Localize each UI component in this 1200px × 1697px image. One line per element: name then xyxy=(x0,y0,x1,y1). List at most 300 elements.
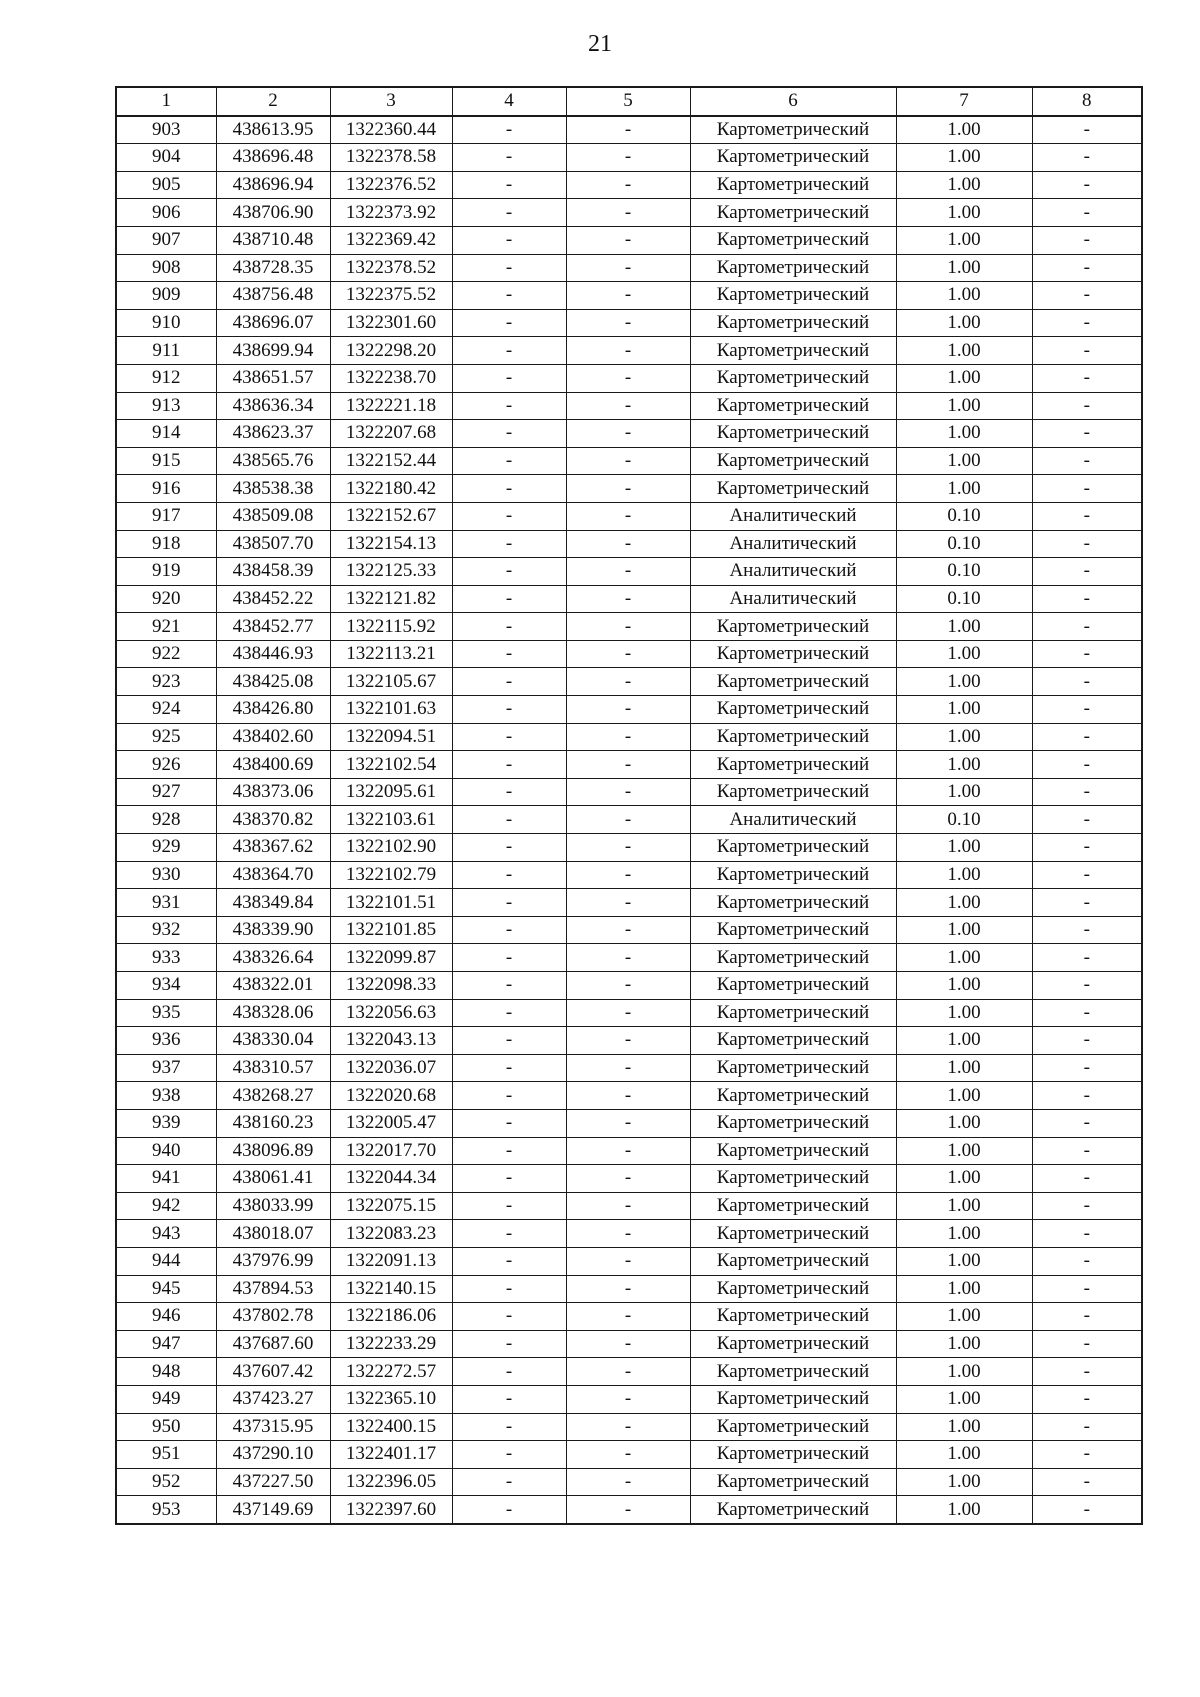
x-coordinate-cell: 438446.93 xyxy=(216,640,330,668)
table-row xyxy=(116,530,1142,558)
y-coordinate-cell: 1322125.33 xyxy=(330,558,452,586)
column-8-cell: - xyxy=(1032,1385,1142,1413)
column-header: 1 xyxy=(116,87,216,116)
method-cell: Картометрический xyxy=(690,916,896,944)
column-8-cell: - xyxy=(1032,640,1142,668)
column-5-cell: - xyxy=(566,447,690,475)
column-5-cell: - xyxy=(566,861,690,889)
accuracy-cell: 1.00 xyxy=(896,1275,1032,1303)
column-5-cell: - xyxy=(566,282,690,310)
x-coordinate-cell: 438268.27 xyxy=(216,1082,330,1110)
y-coordinate-cell: 1322095.61 xyxy=(330,778,452,806)
table-row xyxy=(116,1027,1142,1055)
method-cell: Картометрический xyxy=(690,668,896,696)
point-number-cell: 942 xyxy=(116,1192,216,1220)
column-5-cell: - xyxy=(566,1082,690,1110)
column-header: 4 xyxy=(452,87,566,116)
column-5-cell: - xyxy=(566,1054,690,1082)
point-number-cell: 945 xyxy=(116,1275,216,1303)
method-cell: Картометрический xyxy=(690,1358,896,1386)
point-number-cell: 929 xyxy=(116,834,216,862)
y-coordinate-cell: 1322101.85 xyxy=(330,916,452,944)
point-number-cell: 941 xyxy=(116,1165,216,1193)
column-5-cell: - xyxy=(566,1275,690,1303)
x-coordinate-cell: 438452.77 xyxy=(216,613,330,641)
x-coordinate-cell: 438339.90 xyxy=(216,916,330,944)
point-number-cell: 939 xyxy=(116,1109,216,1137)
x-coordinate-cell: 438033.99 xyxy=(216,1192,330,1220)
column-header: 8 xyxy=(1032,87,1142,116)
column-8-cell: - xyxy=(1032,282,1142,310)
column-8-cell: - xyxy=(1032,889,1142,917)
table-row xyxy=(116,199,1142,227)
y-coordinate-cell: 1322376.52 xyxy=(330,171,452,199)
x-coordinate-cell: 438696.48 xyxy=(216,144,330,172)
x-coordinate-cell: 438507.70 xyxy=(216,530,330,558)
column-8-cell: - xyxy=(1032,254,1142,282)
method-cell: Картометрический xyxy=(690,199,896,227)
table-row xyxy=(116,337,1142,365)
accuracy-cell: 1.00 xyxy=(896,199,1032,227)
method-cell: Картометрический xyxy=(690,1165,896,1193)
method-cell: Картометрический xyxy=(690,282,896,310)
y-coordinate-cell: 1322154.13 xyxy=(330,530,452,558)
accuracy-cell: 0.10 xyxy=(896,530,1032,558)
table-row xyxy=(116,861,1142,889)
column-5-cell: - xyxy=(566,834,690,862)
column-5-cell: - xyxy=(566,392,690,420)
column-5-cell: - xyxy=(566,502,690,530)
method-cell: Картометрический xyxy=(690,1468,896,1496)
point-number-cell: 952 xyxy=(116,1468,216,1496)
table-row xyxy=(116,1385,1142,1413)
column-5-cell: - xyxy=(566,1441,690,1469)
table-row xyxy=(116,834,1142,862)
column-5-cell: - xyxy=(566,309,690,337)
column-5-cell: - xyxy=(566,1303,690,1331)
method-cell: Аналитический xyxy=(690,530,896,558)
column-5-cell: - xyxy=(566,1027,690,1055)
method-cell: Картометрический xyxy=(690,364,896,392)
y-coordinate-cell: 1322102.54 xyxy=(330,751,452,779)
x-coordinate-cell: 438565.76 xyxy=(216,447,330,475)
y-coordinate-cell: 1322373.92 xyxy=(330,199,452,227)
y-coordinate-cell: 1322094.51 xyxy=(330,723,452,751)
table-row xyxy=(116,806,1142,834)
accuracy-cell: 1.00 xyxy=(896,916,1032,944)
y-coordinate-cell: 1322298.20 xyxy=(330,337,452,365)
point-number-cell: 930 xyxy=(116,861,216,889)
method-cell: Аналитический xyxy=(690,558,896,586)
column-4-cell: - xyxy=(452,1027,566,1055)
column-4-cell: - xyxy=(452,282,566,310)
table-row xyxy=(116,475,1142,503)
column-8-cell: - xyxy=(1032,916,1142,944)
column-5-cell: - xyxy=(566,778,690,806)
y-coordinate-cell: 1322105.67 xyxy=(330,668,452,696)
x-coordinate-cell: 438402.60 xyxy=(216,723,330,751)
column-4-cell: - xyxy=(452,171,566,199)
column-5-cell: - xyxy=(566,226,690,254)
point-number-cell: 922 xyxy=(116,640,216,668)
method-cell: Картометрический xyxy=(690,144,896,172)
column-5-cell: - xyxy=(566,723,690,751)
method-cell: Картометрический xyxy=(690,309,896,337)
x-coordinate-cell: 438370.82 xyxy=(216,806,330,834)
accuracy-cell: 1.00 xyxy=(896,944,1032,972)
column-4-cell: - xyxy=(452,640,566,668)
method-cell: Картометрический xyxy=(690,475,896,503)
column-4-cell: - xyxy=(452,254,566,282)
y-coordinate-cell: 1322017.70 xyxy=(330,1137,452,1165)
y-coordinate-cell: 1322272.57 xyxy=(330,1358,452,1386)
point-number-cell: 931 xyxy=(116,889,216,917)
column-header: 7 xyxy=(896,87,1032,116)
column-4-cell: - xyxy=(452,116,566,144)
table-row xyxy=(116,1275,1142,1303)
y-coordinate-cell: 1322396.05 xyxy=(330,1468,452,1496)
column-5-cell: - xyxy=(566,1220,690,1248)
method-cell: Картометрический xyxy=(690,778,896,806)
column-4-cell: - xyxy=(452,916,566,944)
column-8-cell: - xyxy=(1032,420,1142,448)
column-5-cell: - xyxy=(566,1496,690,1524)
x-coordinate-cell: 438613.95 xyxy=(216,116,330,144)
x-coordinate-cell: 437290.10 xyxy=(216,1441,330,1469)
column-8-cell: - xyxy=(1032,723,1142,751)
point-number-cell: 921 xyxy=(116,613,216,641)
column-5-cell: - xyxy=(566,1247,690,1275)
method-cell: Картометрический xyxy=(690,1441,896,1469)
y-coordinate-cell: 1322020.68 xyxy=(330,1082,452,1110)
method-cell: Картометрический xyxy=(690,1247,896,1275)
point-number-cell: 912 xyxy=(116,364,216,392)
method-cell: Картометрический xyxy=(690,171,896,199)
y-coordinate-cell: 1322005.47 xyxy=(330,1109,452,1137)
accuracy-cell: 1.00 xyxy=(896,1054,1032,1082)
method-cell: Картометрический xyxy=(690,1330,896,1358)
column-8-cell: - xyxy=(1032,613,1142,641)
point-number-cell: 947 xyxy=(116,1330,216,1358)
column-4-cell: - xyxy=(452,1165,566,1193)
accuracy-cell: 1.00 xyxy=(896,116,1032,144)
column-5-cell: - xyxy=(566,944,690,972)
column-8-cell: - xyxy=(1032,778,1142,806)
column-8-cell: - xyxy=(1032,1192,1142,1220)
accuracy-cell: 1.00 xyxy=(896,447,1032,475)
table-row xyxy=(116,778,1142,806)
x-coordinate-cell: 438310.57 xyxy=(216,1054,330,1082)
column-4-cell: - xyxy=(452,420,566,448)
method-cell: Картометрический xyxy=(690,751,896,779)
column-header: 3 xyxy=(330,87,452,116)
y-coordinate-cell: 1322365.10 xyxy=(330,1385,452,1413)
y-coordinate-cell: 1322397.60 xyxy=(330,1496,452,1524)
method-cell: Аналитический xyxy=(690,502,896,530)
y-coordinate-cell: 1322378.58 xyxy=(330,144,452,172)
table-row xyxy=(116,1247,1142,1275)
method-cell: Картометрический xyxy=(690,1137,896,1165)
method-cell: Картометрический xyxy=(690,1385,896,1413)
accuracy-cell: 1.00 xyxy=(896,475,1032,503)
table-row xyxy=(116,1137,1142,1165)
method-cell: Картометрический xyxy=(690,254,896,282)
x-coordinate-cell: 438458.39 xyxy=(216,558,330,586)
accuracy-cell: 1.00 xyxy=(896,696,1032,724)
point-number-cell: 906 xyxy=(116,199,216,227)
column-4-cell: - xyxy=(452,1385,566,1413)
y-coordinate-cell: 1322036.07 xyxy=(330,1054,452,1082)
y-coordinate-cell: 1322401.17 xyxy=(330,1441,452,1469)
column-8-cell: - xyxy=(1032,834,1142,862)
column-4-cell: - xyxy=(452,1192,566,1220)
point-number-cell: 951 xyxy=(116,1441,216,1469)
table-row xyxy=(116,916,1142,944)
column-5-cell: - xyxy=(566,144,690,172)
column-4-cell: - xyxy=(452,613,566,641)
y-coordinate-cell: 1322375.52 xyxy=(330,282,452,310)
x-coordinate-cell: 438400.69 xyxy=(216,751,330,779)
point-number-cell: 919 xyxy=(116,558,216,586)
y-coordinate-cell: 1322186.06 xyxy=(330,1303,452,1331)
column-8-cell: - xyxy=(1032,999,1142,1027)
table-row xyxy=(116,1192,1142,1220)
method-cell: Картометрический xyxy=(690,972,896,1000)
accuracy-cell: 1.00 xyxy=(896,226,1032,254)
table-row xyxy=(116,502,1142,530)
column-8-cell: - xyxy=(1032,558,1142,586)
column-4-cell: - xyxy=(452,861,566,889)
table-body xyxy=(116,116,1142,1524)
column-4-cell: - xyxy=(452,1330,566,1358)
column-4-cell: - xyxy=(452,530,566,558)
point-number-cell: 917 xyxy=(116,502,216,530)
y-coordinate-cell: 1322115.92 xyxy=(330,613,452,641)
column-4-cell: - xyxy=(452,199,566,227)
method-cell: Картометрический xyxy=(690,999,896,1027)
column-4-cell: - xyxy=(452,1413,566,1441)
accuracy-cell: 1.00 xyxy=(896,364,1032,392)
point-number-cell: 920 xyxy=(116,585,216,613)
x-coordinate-cell: 438322.01 xyxy=(216,972,330,1000)
column-5-cell: - xyxy=(566,1330,690,1358)
y-coordinate-cell: 1322233.29 xyxy=(330,1330,452,1358)
y-coordinate-cell: 1322044.34 xyxy=(330,1165,452,1193)
y-coordinate-cell: 1322043.13 xyxy=(330,1027,452,1055)
coordinates-table xyxy=(115,86,1143,1525)
y-coordinate-cell: 1322113.21 xyxy=(330,640,452,668)
point-number-cell: 928 xyxy=(116,806,216,834)
accuracy-cell: 1.00 xyxy=(896,613,1032,641)
table-row xyxy=(116,972,1142,1000)
column-4-cell: - xyxy=(452,558,566,586)
point-number-cell: 943 xyxy=(116,1220,216,1248)
table-row xyxy=(116,254,1142,282)
table-row xyxy=(116,1082,1142,1110)
x-coordinate-cell: 438328.06 xyxy=(216,999,330,1027)
y-coordinate-cell: 1322152.44 xyxy=(330,447,452,475)
column-8-cell: - xyxy=(1032,696,1142,724)
x-coordinate-cell: 437894.53 xyxy=(216,1275,330,1303)
y-coordinate-cell: 1322221.18 xyxy=(330,392,452,420)
column-4-cell: - xyxy=(452,1220,566,1248)
y-coordinate-cell: 1322207.68 xyxy=(330,420,452,448)
accuracy-cell: 1.00 xyxy=(896,392,1032,420)
table-row xyxy=(116,1220,1142,1248)
column-8-cell: - xyxy=(1032,585,1142,613)
column-8-cell: - xyxy=(1032,171,1142,199)
column-5-cell: - xyxy=(566,475,690,503)
point-number-cell: 923 xyxy=(116,668,216,696)
y-coordinate-cell: 1322102.90 xyxy=(330,834,452,862)
column-8-cell: - xyxy=(1032,1330,1142,1358)
column-4-cell: - xyxy=(452,889,566,917)
x-coordinate-cell: 438710.48 xyxy=(216,226,330,254)
method-cell: Картометрический xyxy=(690,944,896,972)
method-cell: Картометрический xyxy=(690,337,896,365)
table-row xyxy=(116,889,1142,917)
y-coordinate-cell: 1322400.15 xyxy=(330,1413,452,1441)
column-8-cell: - xyxy=(1032,1109,1142,1137)
method-cell: Картометрический xyxy=(690,447,896,475)
x-coordinate-cell: 437423.27 xyxy=(216,1385,330,1413)
column-8-cell: - xyxy=(1032,530,1142,558)
table-row xyxy=(116,613,1142,641)
y-coordinate-cell: 1322238.70 xyxy=(330,364,452,392)
table-row xyxy=(116,1109,1142,1137)
y-coordinate-cell: 1322102.79 xyxy=(330,861,452,889)
column-5-cell: - xyxy=(566,696,690,724)
x-coordinate-cell: 438364.70 xyxy=(216,861,330,889)
y-coordinate-cell: 1322140.15 xyxy=(330,1275,452,1303)
y-coordinate-cell: 1322301.60 xyxy=(330,309,452,337)
column-4-cell: - xyxy=(452,585,566,613)
column-8-cell: - xyxy=(1032,1082,1142,1110)
column-4-cell: - xyxy=(452,696,566,724)
column-4-cell: - xyxy=(452,834,566,862)
y-coordinate-cell: 1322103.61 xyxy=(330,806,452,834)
accuracy-cell: 1.00 xyxy=(896,1496,1032,1524)
header-row xyxy=(116,87,1142,116)
accuracy-cell: 1.00 xyxy=(896,144,1032,172)
x-coordinate-cell: 437315.95 xyxy=(216,1413,330,1441)
column-5-cell: - xyxy=(566,1413,690,1441)
table-row xyxy=(116,1496,1142,1524)
accuracy-cell: 0.10 xyxy=(896,558,1032,586)
column-5-cell: - xyxy=(566,999,690,1027)
point-number-cell: 936 xyxy=(116,1027,216,1055)
column-5-cell: - xyxy=(566,420,690,448)
y-coordinate-cell: 1322075.15 xyxy=(330,1192,452,1220)
x-coordinate-cell: 437149.69 xyxy=(216,1496,330,1524)
table-row xyxy=(116,226,1142,254)
y-coordinate-cell: 1322101.51 xyxy=(330,889,452,917)
column-8-cell: - xyxy=(1032,199,1142,227)
column-4-cell: - xyxy=(452,309,566,337)
point-number-cell: 937 xyxy=(116,1054,216,1082)
x-coordinate-cell: 438160.23 xyxy=(216,1109,330,1137)
x-coordinate-cell: 438699.94 xyxy=(216,337,330,365)
table-row xyxy=(116,723,1142,751)
accuracy-cell: 1.00 xyxy=(896,640,1032,668)
accuracy-cell: 1.00 xyxy=(896,861,1032,889)
x-coordinate-cell: 438018.07 xyxy=(216,1220,330,1248)
column-8-cell: - xyxy=(1032,1358,1142,1386)
column-4-cell: - xyxy=(452,1082,566,1110)
x-coordinate-cell: 438651.57 xyxy=(216,364,330,392)
table-row xyxy=(116,558,1142,586)
point-number-cell: 908 xyxy=(116,254,216,282)
method-cell: Картометрический xyxy=(690,696,896,724)
column-8-cell: - xyxy=(1032,972,1142,1000)
column-5-cell: - xyxy=(566,889,690,917)
accuracy-cell: 1.00 xyxy=(896,1137,1032,1165)
x-coordinate-cell: 438696.07 xyxy=(216,309,330,337)
table-row xyxy=(116,696,1142,724)
column-8-cell: - xyxy=(1032,116,1142,144)
point-number-cell: 914 xyxy=(116,420,216,448)
method-cell: Картометрический xyxy=(690,1027,896,1055)
accuracy-cell: 1.00 xyxy=(896,1220,1032,1248)
point-number-cell: 935 xyxy=(116,999,216,1027)
method-cell: Картометрический xyxy=(690,1275,896,1303)
column-8-cell: - xyxy=(1032,668,1142,696)
column-4-cell: - xyxy=(452,144,566,172)
column-8-cell: - xyxy=(1032,861,1142,889)
point-number-cell: 918 xyxy=(116,530,216,558)
method-cell: Картометрический xyxy=(690,116,896,144)
accuracy-cell: 1.00 xyxy=(896,1303,1032,1331)
x-coordinate-cell: 438728.35 xyxy=(216,254,330,282)
x-coordinate-cell: 438756.48 xyxy=(216,282,330,310)
method-cell: Картометрический xyxy=(690,889,896,917)
accuracy-cell: 1.00 xyxy=(896,309,1032,337)
point-number-cell: 933 xyxy=(116,944,216,972)
table-row xyxy=(116,1165,1142,1193)
point-number-cell: 932 xyxy=(116,916,216,944)
y-coordinate-cell: 1322121.82 xyxy=(330,585,452,613)
point-number-cell: 907 xyxy=(116,226,216,254)
accuracy-cell: 1.00 xyxy=(896,171,1032,199)
column-4-cell: - xyxy=(452,1109,566,1137)
column-5-cell: - xyxy=(566,558,690,586)
column-5-cell: - xyxy=(566,613,690,641)
x-coordinate-cell: 438330.04 xyxy=(216,1027,330,1055)
x-coordinate-cell: 438367.62 xyxy=(216,834,330,862)
table-row xyxy=(116,585,1142,613)
x-coordinate-cell: 438623.37 xyxy=(216,420,330,448)
table-row xyxy=(116,751,1142,779)
point-number-cell: 934 xyxy=(116,972,216,1000)
column-4-cell: - xyxy=(452,999,566,1027)
accuracy-cell: 1.00 xyxy=(896,1247,1032,1275)
column-5-cell: - xyxy=(566,199,690,227)
method-cell: Аналитический xyxy=(690,585,896,613)
table-row xyxy=(116,392,1142,420)
column-8-cell: - xyxy=(1032,144,1142,172)
accuracy-cell: 0.10 xyxy=(896,585,1032,613)
column-5-cell: - xyxy=(566,1468,690,1496)
y-coordinate-cell: 1322099.87 xyxy=(330,944,452,972)
table-row xyxy=(116,420,1142,448)
column-5-cell: - xyxy=(566,806,690,834)
method-cell: Аналитический xyxy=(690,806,896,834)
point-number-cell: 948 xyxy=(116,1358,216,1386)
accuracy-cell: 1.00 xyxy=(896,282,1032,310)
column-8-cell: - xyxy=(1032,1496,1142,1524)
column-4-cell: - xyxy=(452,1247,566,1275)
y-coordinate-cell: 1322152.67 xyxy=(330,502,452,530)
